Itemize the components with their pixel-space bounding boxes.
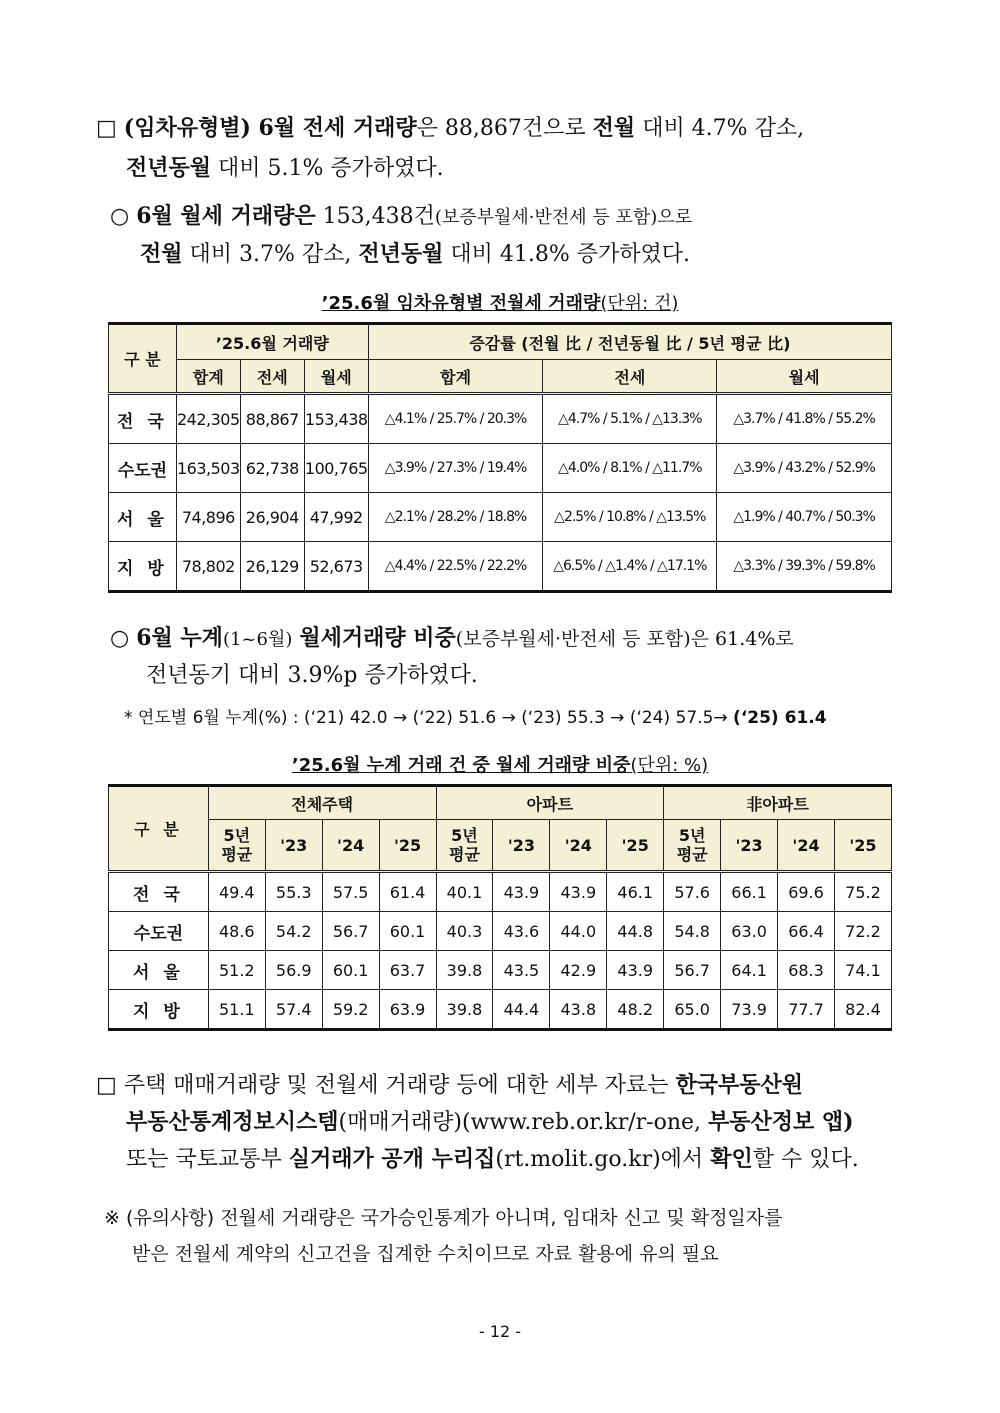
table-cell: 43.5 [493, 951, 550, 990]
yearly-footnote: * 연도별 6월 누계(%) : (‘21) 42.0 → (‘22) 51.6 → (‘23) 55.3 → (‘24) 57.5→ (‘25) 61.4 [124, 708, 827, 728]
table-cell: 43.9 [607, 951, 664, 990]
table-cell: 39.8 [436, 990, 493, 1030]
subheader: 합계 [176, 360, 240, 394]
table-cell: 39.8 [436, 951, 493, 990]
table-cell: 44.8 [607, 912, 664, 951]
table-cell: 73.9 [721, 990, 778, 1030]
table-cell: 51.2 [208, 951, 265, 990]
subheader: 5년 평균 [664, 820, 721, 872]
table-cell: 44.4 [493, 990, 550, 1030]
subheader-row [109, 820, 892, 872]
table-cell: 40.1 [436, 872, 493, 912]
subheader: '24 [550, 820, 607, 872]
subheader: '23 [721, 820, 778, 872]
table-cell: 56.7 [664, 951, 721, 990]
circle-bullet: ○ [110, 626, 130, 651]
table1-caption: ’25.6월 임차유형별 전월세 거래량(단위: 건) [321, 293, 679, 314]
table-cell: 56.7 [322, 912, 379, 951]
table-cell: 57.5 [322, 872, 379, 912]
page-number: - 12 - [478, 1322, 522, 1341]
table-cell: 48.6 [208, 912, 265, 951]
paragraph-wolse-line2: 전월 대비 3.7% 감소, 전년동월 대비 41.8% 증가하였다. [140, 241, 691, 267]
paragraph-sources-line2: 부동산통계정보시스템(매매거래량)(www.reb.or.kr/r-one, 부동산정보 앱) [126, 1109, 854, 1135]
table-row [109, 951, 892, 990]
table-cell: 59.2 [322, 990, 379, 1030]
table-cell: 65.0 [664, 990, 721, 1030]
notice: ※ (유의사항) 전월세 거래량은 국가승인통계가 아니며, 임대차 신고 및 확정일자를 받은 전월세 계약의 신고건을 집계한 수치이므로 자료 활용에 유의 필요 [104, 1207, 783, 1265]
table-row [109, 872, 892, 912]
square-bullet: □ [96, 116, 117, 141]
table-cell: 56.9 [265, 951, 322, 990]
header-non-apartment: 非아파트 [664, 786, 892, 820]
table-cell: 57.4 [265, 990, 322, 1030]
subheader: 5년 평균 [208, 820, 265, 872]
table-cell: 64.1 [721, 951, 778, 990]
subheader: 합계 [368, 360, 543, 394]
table-cell: 44.0 [550, 912, 607, 951]
table-cell: 75.2 [834, 872, 891, 912]
table-cell: 42.9 [550, 951, 607, 990]
table-cell: 68.3 [778, 951, 835, 990]
table-row: 전 국 242,305 88,867 153,438 △4.1% / 25.7% / 20.3% △4.7% / 5.1% / △13.3% △3.7% / 41.8% / 55.2% [109, 394, 892, 444]
table-cell: 77.7 [778, 990, 835, 1030]
row-label: 서 울 [109, 951, 209, 990]
subheader: '25 [834, 820, 891, 872]
table-cell: 60.1 [379, 912, 436, 951]
wolse-share-table [108, 784, 892, 1031]
table-cell: 43.6 [493, 912, 550, 951]
paragraph-cumulative-line2: 전년동기 대비 3.9%p 증가하였다. [146, 663, 478, 688]
paragraph-jeonse-line2: 전년동월 대비 5.1% 증가하였다. [126, 155, 444, 181]
table-cell: 69.6 [778, 872, 835, 912]
header-apartment: 아파트 [436, 786, 664, 820]
paragraph-cumulative: ○ 6월 누계(1~6월) 월세거래량 비중(보증부월세·반전세 등 포함)은 61.4%로 [110, 625, 794, 651]
table-cell: 49.4 [208, 872, 265, 912]
subheader: '23 [493, 820, 550, 872]
subheader: '25 [607, 820, 664, 872]
table-cell: 48.2 [607, 990, 664, 1030]
paragraph-sources-line3: 또는 국토교통부 실거래가 공개 누리집(rt.molit.go.kr)에서 확인할 수 있다. [126, 1146, 859, 1172]
header-gubun: 구 분 [109, 786, 209, 872]
table-row: 지 방 78,802 26,129 52,673 △4.4% / 22.5% / 22.2% △6.5% / △1.4% / △17.1% △3.3% / 39.3% / 59.8% [109, 542, 892, 592]
paragraph-sources: □ 주택 매매거래량 및 전월세 거래량 등에 대한 세부 자료는 한국부동산원 [96, 1072, 804, 1098]
table-cell: 74.1 [834, 951, 891, 990]
subheader: '23 [265, 820, 322, 872]
table-row: 수도권 163,503 62,738 100,765 △3.9% / 27.3% / 19.4% △4.0% / 8.1% / △11.7% △3.9% / 43.2% / 52.9% [109, 444, 892, 493]
table-row: 서 울 74,896 26,904 47,992 △2.1% / 28.2% / 18.8% △2.5% / 10.8% / △13.5% △1.9% / 40.7% / 50.3% [109, 493, 892, 542]
table-cell: 43.9 [493, 872, 550, 912]
table-cell: 82.4 [834, 990, 891, 1030]
header-rate: 증감률 (전월 比 / 전년동월 比 / 5년 평균 比) [368, 324, 891, 360]
table-row [109, 990, 892, 1030]
row-label: 지 방 [109, 990, 209, 1030]
table-cell: 66.1 [721, 872, 778, 912]
table-cell: 63.0 [721, 912, 778, 951]
row-label: 전 국 [109, 872, 209, 912]
subheader: 월세 [717, 360, 892, 394]
subheader: 전세 [240, 360, 304, 394]
table-cell: 63.9 [379, 990, 436, 1030]
table-cell: 51.1 [208, 990, 265, 1030]
reference-mark: ※ [104, 1207, 120, 1229]
table-cell: 40.3 [436, 912, 493, 951]
subheader: '25 [379, 820, 436, 872]
subheader: 월세 [304, 360, 368, 394]
table-cell: 54.8 [664, 912, 721, 951]
circle-bullet: ○ [110, 204, 130, 229]
header-all-housing: 전체주택 [208, 786, 436, 820]
table-cell: 46.1 [607, 872, 664, 912]
table-cell: 55.3 [265, 872, 322, 912]
table-cell: 43.8 [550, 990, 607, 1030]
table-cell: 60.1 [322, 951, 379, 990]
header-volume: ’25.6월 거래량 [176, 324, 368, 360]
paragraph-jeonse: □ (임차유형별) 6월 전세 거래량은 88,867건으로 전월 대비 4.7% 감소, [96, 115, 805, 141]
row-label: 수도권 [109, 912, 209, 951]
subheader: '24 [322, 820, 379, 872]
table-cell: 61.4 [379, 872, 436, 912]
header-gubun: 구 분 [109, 324, 177, 394]
table-cell: 43.9 [550, 872, 607, 912]
square-bullet: □ [96, 1073, 117, 1098]
table-cell: 54.2 [265, 912, 322, 951]
subheader: 전세 [543, 360, 717, 394]
table-row [109, 912, 892, 951]
rental-volume-table [108, 322, 892, 593]
table-cell: 72.2 [834, 912, 891, 951]
table-cell: 57.6 [664, 872, 721, 912]
table2-body [109, 872, 892, 1030]
subheader: '24 [778, 820, 835, 872]
paragraph-wolse: ○ 6월 월세 거래량은 153,438건(보증부월세·반전세 등 포함)으로 [110, 203, 693, 229]
subheader: 5년 평균 [436, 820, 493, 872]
table-cell: 63.7 [379, 951, 436, 990]
table-cell: 66.4 [778, 912, 835, 951]
table2-caption: ’25.6월 누계 거래 건 중 월세 거래량 비중(단위: %) [291, 755, 709, 776]
